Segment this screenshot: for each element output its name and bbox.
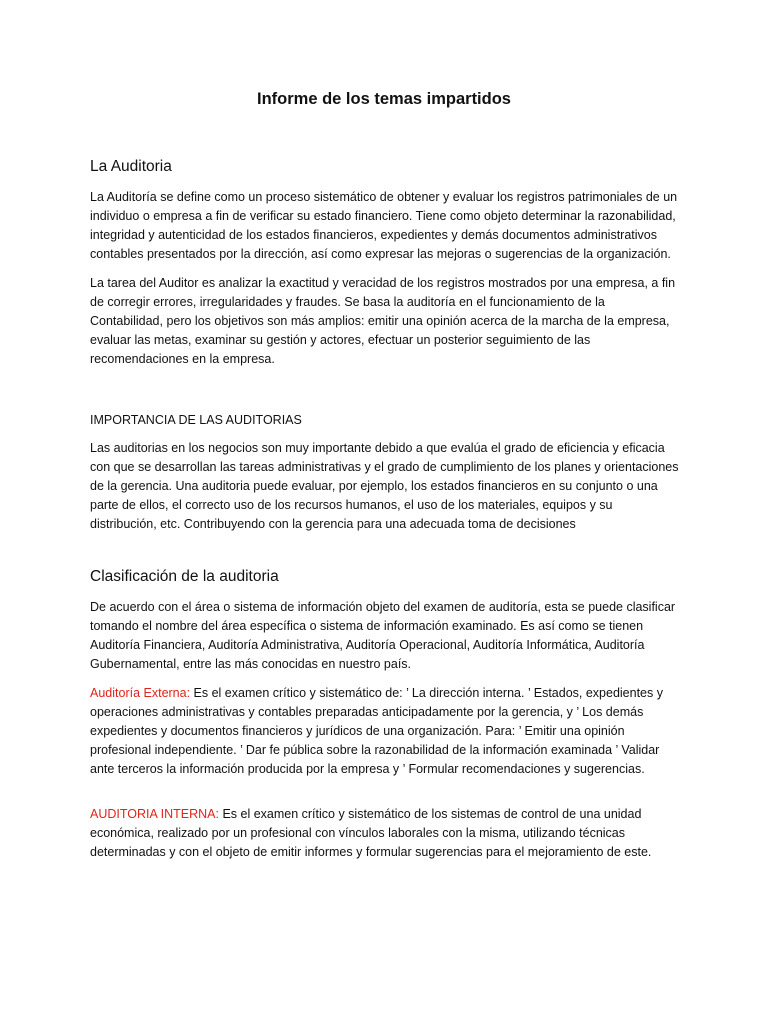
paragraph-clasificacion: De acuerdo con el área o sistema de información objeto del examen de auditoría, esta se puede clasificar tomando el nombre del área específica o sistema de información examinado. Es así como se tienen Auditoría Financiera, Auditoría Administrativa, Auditoría Operacional, Auditoría Informática, Auditoría Gubernamental, entre las más conocidas en nuestro país. bbox=[90, 600, 676, 671]
document-title: Informe de los temas impartidos bbox=[257, 90, 511, 108]
text-auditoria-interna: Es el examen crítico y sistemático de los sistemas de control de una unidad económica, realizado por un profesional con vínculos laborales con la misma, utilizando técnicas determinadas y con el objeto de emitir informes y formular sugerencias para el mejoramiento de este. bbox=[90, 807, 652, 859]
paragraph-importancia: Las auditorias en los negocios son muy importante debido a que evalúa el grado de eficiencia y eficacia con que se desarrollan las tareas administrativas y el grado de cumplimiento de los planes y orientaciones de la gerencia. Una auditoria puede evaluar, por ejemplo, los estados financieros en su conjunto o una parte de ellos, el correcto uso de los recursos humanos, el uso de los materiales, equipos y su distribución, etc. Contribuyendo con la gerencia para una adecuada toma de decisiones bbox=[90, 441, 679, 531]
spacer bbox=[90, 544, 680, 568]
paragraph-auditoria-externa bbox=[90, 684, 680, 779]
text-auditoria-externa: Es el examen crítico y sistemático de: ’ La dirección interna. ’ Estados, expedientes y operaciones administrativas y contables preparadas anticipadamente por la gerencia, y ’ Los demás expedientes y documentos financieros y jurídicos de una organización. Para: ’ Emitir una opinión profesional independiente. ’ Dar fe pública sobre la razonabilidad de la información examinada ’ Validar ante terceros la información producida por la empresa y ’ Formular recomendaciones y sugerencias. bbox=[90, 686, 663, 776]
label-auditoria-interna: AUDITORIA INTERNA: bbox=[90, 807, 219, 821]
paragraph-auditoria-interna bbox=[90, 805, 680, 862]
section-heading-auditoria: La Auditoria bbox=[90, 158, 172, 175]
section-importancia bbox=[90, 413, 680, 534]
section-heading-importancia: IMPORTANCIA DE LAS AUDITORIAS bbox=[90, 413, 302, 427]
label-auditoria-externa: Auditoría Externa: bbox=[90, 686, 191, 700]
paragraph-auditoria-definition: La Auditoría se define como un proceso sistemático de obtener y evaluar los registros patrimoniales de un individuo o empresa a fin de verificar su estado financiero. Tiene como objeto determinar la razonabilidad, integridad y autenticidad de los estados financieros, expedientes y demás documentos administrativos contables presentados por la dirección, así como expresar las mejoras o sugerencias de la organización. bbox=[90, 190, 678, 261]
spacer bbox=[90, 789, 680, 805]
section-clasificacion bbox=[90, 568, 680, 862]
document-body bbox=[90, 158, 680, 872]
paragraph-auditor-task: La tarea del Auditor es analizar la exactitud y veracidad de los registros mostrados por una empresa, a fin de corregir errores, irregularidades y fraudes. Se basa la auditoría en el funcionamiento de la Contabilidad, pero los objetivos son más amplios: emitir una opinión acerca de la marcha de la empresa, evaluar las metas, examinar su gestión y actores, efectuar un posterior seguimiento de las recomendaciones en la empresa. bbox=[90, 276, 676, 366]
section-la-auditoria bbox=[90, 158, 680, 369]
section-heading-clasificacion: Clasificación de la auditoria bbox=[90, 568, 279, 585]
spacer bbox=[90, 379, 680, 413]
